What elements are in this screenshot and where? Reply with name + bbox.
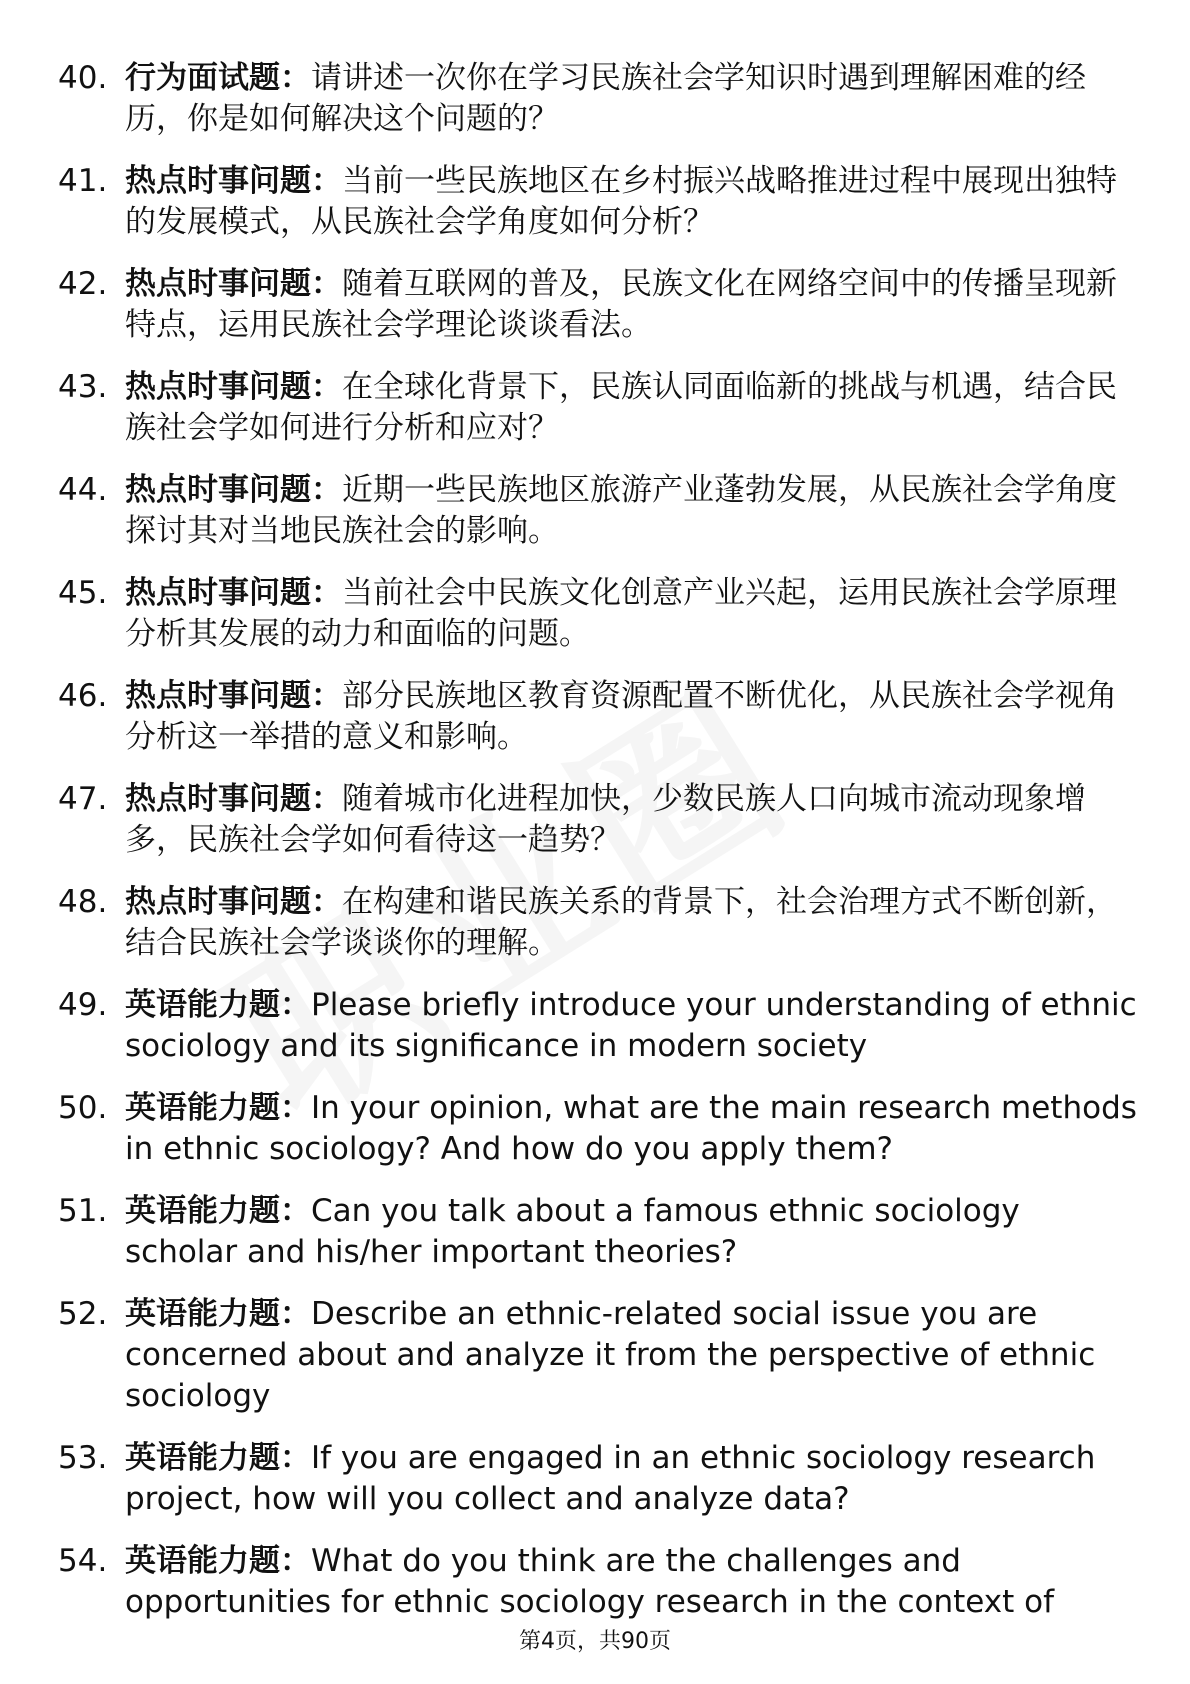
- question-number: 46.: [58, 678, 108, 714]
- question-category: 英语能力题：: [125, 1296, 311, 1332]
- question-text: [125, 1541, 1138, 1623]
- question-number: 47.: [58, 781, 108, 817]
- question-item: [58, 1294, 1138, 1417]
- question-item: [58, 161, 1138, 243]
- question-body: In your opinion, what are the main research methods in ethnic sociology? And how do you apply them?: [125, 1090, 1137, 1167]
- question-category: 英语能力题：: [125, 1090, 311, 1126]
- question-item: [58, 1438, 1138, 1520]
- question-item: [58, 470, 1138, 552]
- question-body: If you are engaged in an ethnic sociology research project, how will you collect and analyze data?: [125, 1440, 1096, 1517]
- question-category: 英语能力题：: [125, 1440, 311, 1476]
- question-text: [125, 161, 1138, 243]
- page-number-footer: 第4页，共90页: [519, 1629, 671, 1654]
- question-text: [125, 1294, 1138, 1417]
- question-text: [125, 1438, 1138, 1520]
- question-text: [125, 58, 1138, 140]
- question-number: 52.: [58, 1296, 108, 1332]
- question-item: [58, 1088, 1138, 1170]
- question-category: 热点时事问题：: [125, 472, 342, 508]
- question-number: 43.: [58, 369, 108, 405]
- question-item: [58, 58, 1138, 140]
- question-body: 在全球化背景下，民族认同面临新的挑战与机遇，结合民族社会学如何进行分析和应对？: [125, 369, 1117, 446]
- question-body: 随着互联网的普及，民族文化在网络空间中的传播呈现新特点，运用民族社会学理论谈谈看法。: [125, 266, 1117, 343]
- question-item: [58, 264, 1138, 346]
- question-number: 50.: [58, 1090, 108, 1126]
- question-category: 热点时事问题：: [125, 266, 342, 302]
- question-body: 在构建和谐民族关系的背景下，社会治理方式不断创新，结合民族社会学谈谈你的理解。: [125, 884, 1117, 961]
- question-text: [125, 882, 1138, 964]
- question-body: 当前社会中民族文化创意产业兴起，运用民族社会学原理分析其发展的动力和面临的问题。: [125, 575, 1117, 652]
- question-item: [58, 367, 1138, 449]
- question-number: 53.: [58, 1440, 108, 1476]
- question-body: 当前一些民族地区在乡村振兴战略推进过程中展现出独特的发展模式，从民族社会学角度如何分析？: [125, 163, 1117, 240]
- question-list: [58, 58, 1138, 1644]
- question-text: [125, 264, 1138, 346]
- question-text: [125, 1191, 1138, 1273]
- question-category: 英语能力题：: [125, 987, 311, 1023]
- question-item: [58, 1191, 1138, 1273]
- question-number: 49.: [58, 987, 108, 1023]
- question-text: [125, 367, 1138, 449]
- question-number: 48.: [58, 884, 108, 920]
- question-body: Please briefly introduce your understanding of ethnic sociology and its significance in modern society: [125, 987, 1137, 1064]
- question-body: 请讲述一次你在学习民族社会学知识时遇到理解困难的经历，你是如何解决这个问题的？: [125, 60, 1086, 137]
- question-number: 40.: [58, 60, 108, 96]
- question-body: 随着城市化进程加快，少数民族人口向城市流动现象增多，民族社会学如何看待这一趋势？: [125, 781, 1086, 858]
- question-text: [125, 1088, 1138, 1170]
- question-text: [125, 573, 1138, 655]
- question-number: 41.: [58, 163, 108, 199]
- question-text: [125, 676, 1138, 758]
- question-category: 英语能力题：: [125, 1193, 311, 1229]
- question-item: [58, 882, 1138, 964]
- question-category: 行为面试题：: [125, 60, 311, 96]
- question-number: 51.: [58, 1193, 108, 1229]
- question-text: [125, 985, 1138, 1067]
- question-number: 54.: [58, 1543, 108, 1579]
- question-item: [58, 573, 1138, 655]
- question-item: [58, 1541, 1138, 1623]
- question-text: [125, 470, 1138, 552]
- question-item: [58, 779, 1138, 861]
- question-category: 热点时事问题：: [125, 781, 342, 817]
- question-category: 英语能力题：: [125, 1543, 311, 1579]
- question-number: 42.: [58, 266, 108, 302]
- question-body: Can you talk about a famous ethnic sociology scholar and his/her important theories?: [125, 1193, 1020, 1270]
- question-number: 44.: [58, 472, 108, 508]
- question-item: [58, 985, 1138, 1067]
- question-item: [58, 676, 1138, 758]
- question-number: 45.: [58, 575, 108, 611]
- question-body: What do you think are the challenges and opportunities for ethnic sociology research in the context of: [125, 1543, 1055, 1620]
- question-body: 近期一些民族地区旅游产业蓬勃发展，从民族社会学角度探讨其对当地民族社会的影响。: [125, 472, 1117, 549]
- question-category: 热点时事问题：: [125, 678, 342, 714]
- question-category: 热点时事问题：: [125, 575, 342, 611]
- question-body: Describe an ethnic-related social issue you are concerned about and analyze it from the perspective of ethnic sociology: [125, 1296, 1096, 1414]
- question-body: 部分民族地区教育资源配置不断优化，从民族社会学视角分析这一举措的意义和影响。: [125, 678, 1117, 755]
- question-text: [125, 779, 1138, 861]
- question-category: 热点时事问题：: [125, 163, 342, 199]
- question-category: 热点时事问题：: [125, 369, 342, 405]
- question-category: 热点时事问题：: [125, 884, 342, 920]
